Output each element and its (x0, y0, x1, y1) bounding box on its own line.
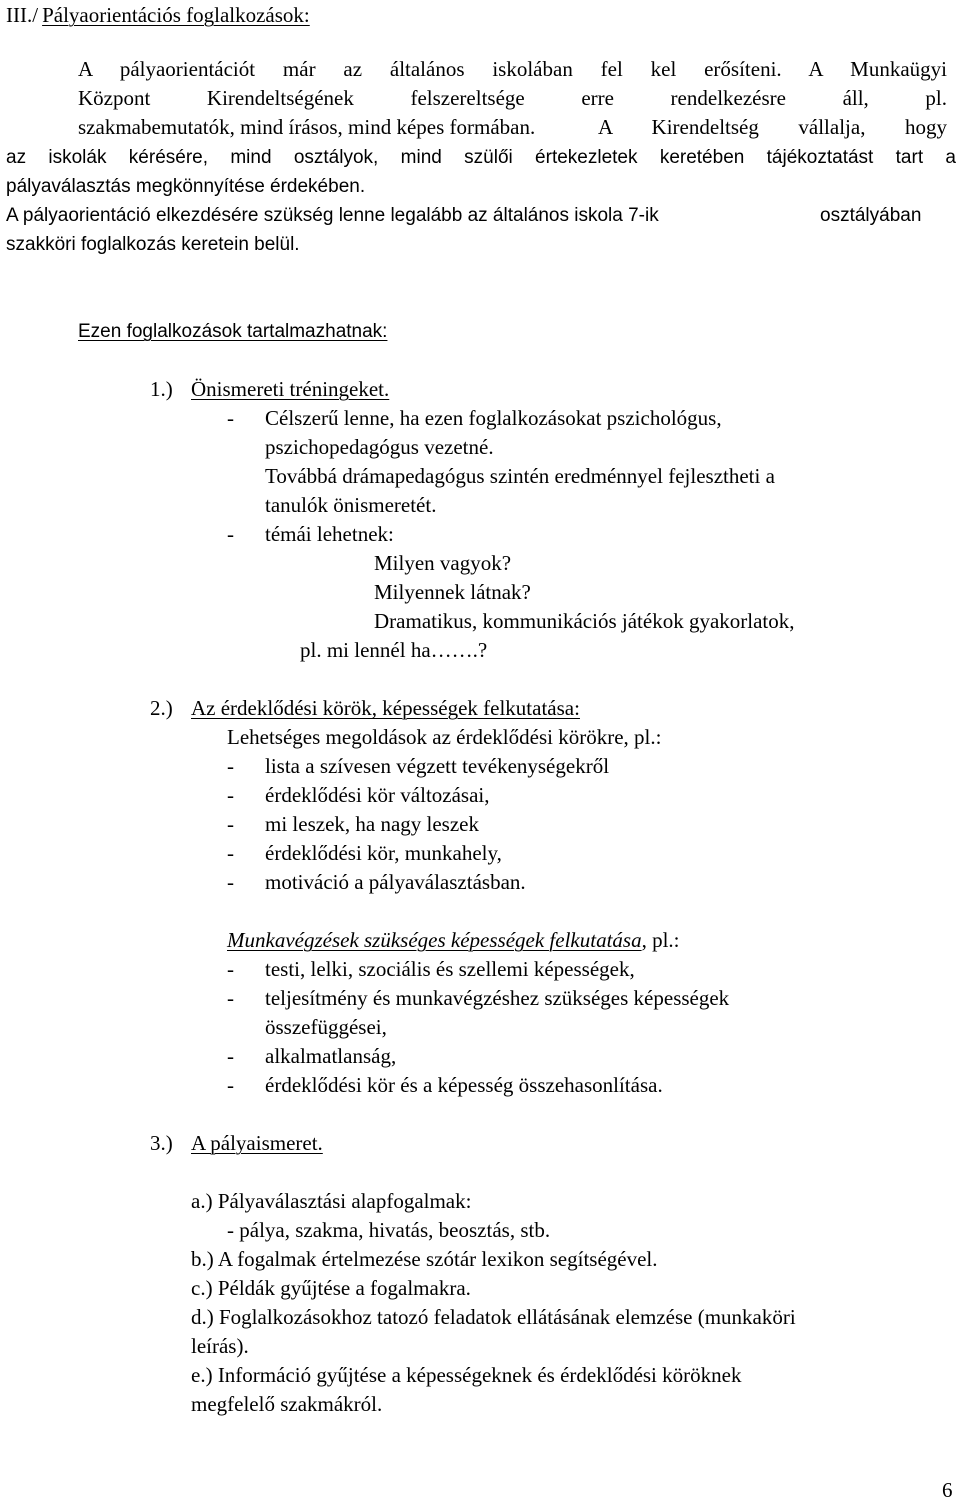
section2-dash-3: - (227, 812, 234, 836)
section2-title: Az érdeklődési körök, képességek felkutatása: (191, 696, 580, 720)
section2-item-3: mi leszek, ha nagy leszek (265, 812, 479, 836)
section2-item-1: lista a szívesen végzett tevékenységekről (265, 754, 610, 778)
section2-item-4: érdeklődési kör, munkahely, (265, 841, 502, 865)
section2-subtitle-italic: Munkavégzések szükséges képességek felkutatása (227, 928, 642, 952)
section2-dash-8: - (227, 1044, 234, 1068)
section1-line-3: Továbbá drámapedagógus szintén eredménnyel fejlesztheti a (265, 464, 775, 488)
section1-number: 1.) (150, 377, 173, 401)
section1-title: Önismereti tréningeket. (191, 377, 390, 401)
section2-dash-1: - (227, 754, 234, 778)
section3-line-3: b.) A fogalmak értelmezése szótár lexikon segítségével. (191, 1247, 658, 1271)
section2-item2-5: érdeklődési kör és a képesség összehasonlítása. (265, 1073, 663, 1097)
section2-item2-2: teljesítmény és munkavégzéshez szükséges képességek (265, 986, 730, 1010)
intro-line-4: az iskolák kérésére, mind osztályok, mind szülői értekezletek keretében tájékoztatást tart a (6, 147, 956, 168)
section3-line-1: a.) Pályaválasztási alapfogalmak: (191, 1189, 472, 1213)
section2-intro: Lehetséges megoldások az érdeklődési körökre, pl.: (227, 725, 662, 749)
section2-subtitle (227, 928, 680, 953)
section3-line-8: megfelelő szakmákról. (191, 1392, 383, 1416)
section3-line-5: d.) Foglalkozásokhoz tatozó feladatok ellátásának elemzése (munkaköri (191, 1305, 796, 1329)
section1-line-6: Milyen vagyok? (374, 551, 512, 575)
intro-line-6b: osztályában (820, 205, 922, 226)
section1-line-8: Dramatikus, kommunikációs játékok gyakorlatok, (374, 609, 795, 633)
section2-subtitle-rest: , pl.: (641, 928, 680, 952)
section2-dash-4: - (227, 841, 234, 865)
section3-line-6: leírás). (191, 1334, 249, 1358)
section2-dash-9: - (227, 1073, 234, 1097)
section2-dash-2: - (227, 783, 234, 807)
section2-item-2: érdeklődési kör változásai, (265, 783, 490, 807)
section2-item2-1: testi, lelki, szociális és szellemi képességek, (265, 957, 635, 981)
intro-line-3: szakmabemutatók, mind írásos, mind képes formában. (78, 115, 536, 139)
section1-line-2: pszichopedagógus vezetné. (265, 435, 494, 459)
section1-line-9: pl. mi lennél ha…….? (300, 638, 488, 662)
intro-line-1: A pályaorientációt már az általános iskolában fel kel erősíteni. A Munkaügyi (78, 57, 947, 81)
intro-line-6: A pályaorientáció elkezdésére szükség lenne legalább az általános iskola 7-ik (6, 205, 659, 226)
section2-item2-4: alkalmatlanság, (265, 1044, 397, 1068)
section1-line-5: témái lehetnek: (265, 522, 394, 546)
list-subheading: Ezen foglalkozások tartalmazhatnak: (78, 321, 388, 342)
section2-dash-7: - (227, 986, 234, 1010)
section1-line-7: Milyennek látnak? (374, 580, 531, 604)
section1-dash-1: - (227, 406, 234, 430)
section3-line-4: c.) Példák gyűjtése a fogalmakra. (191, 1276, 471, 1300)
page-number: 6 (942, 1478, 953, 1502)
section1-dash-2: - (227, 522, 234, 546)
intro-line-2: Központ Kirendeltségének felszereltsége erre rendelkezésre áll, pl. (78, 86, 947, 110)
section2-item-5: motiváció a pályaválasztásban. (265, 870, 526, 894)
section3-line-2: - pálya, szakma, hivatás, beosztás, stb. (227, 1218, 551, 1242)
intro-line-3b: A Kirendeltség vállalja, hogy (598, 115, 947, 139)
section-heading (6, 3, 310, 28)
heading-prefix: III./ (6, 3, 39, 27)
intro-line-5: pályaválasztás megkönnyítése érdekében. (6, 176, 366, 197)
section3-number: 3.) (150, 1131, 173, 1155)
section3-title: A pályaismeret. (191, 1131, 323, 1155)
section2-number: 2.) (150, 696, 173, 720)
section3-line-7: e.) Információ gyűjtése a képességeknek és érdeklődési köröknek (191, 1363, 742, 1387)
section2-item2-3: összefüggései, (265, 1015, 387, 1039)
intro-line-7: szakköri foglalkozás keretein belül. (6, 234, 300, 255)
section2-dash-5: - (227, 870, 234, 894)
section2-dash-6: - (227, 957, 234, 981)
heading-title: Pályaorientációs foglalkozások: (42, 3, 310, 27)
section1-line-4: tanulók önismeretét. (265, 493, 437, 517)
section1-line-1: Célszerű lenne, ha ezen foglalkozásokat pszichológus, (265, 406, 722, 430)
